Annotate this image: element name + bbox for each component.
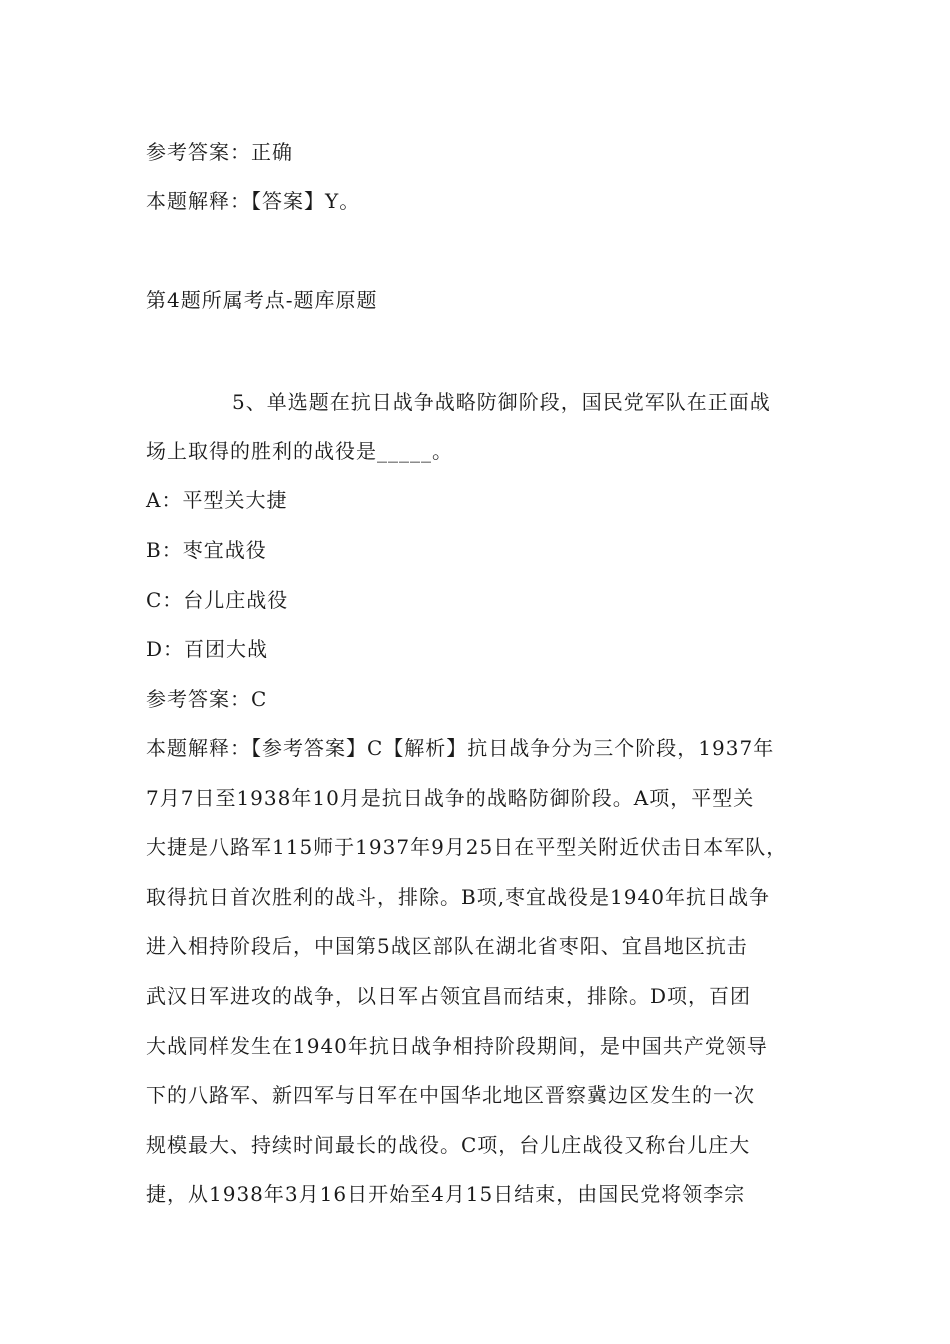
option-d: D：百团大战 [146,637,269,661]
explanation-line: 大捷是八路军115师于1937年9月25日在平型关附近伏击日本军队， [146,835,788,859]
explanation-line: 进入相持阶段后，中国第5战区部队在湖北省枣阳、宜昌地区抗击 [146,934,748,958]
explanation-line: 大战同样发生在1940年抗日战争相持阶段期间，是中国共产党领导 [146,1034,768,1058]
option-b: B：枣宜战役 [146,538,267,562]
question-stem-line: 场上取得的胜利的战役是_____。 [146,439,453,463]
prev-explanation-line: 本题解释：【答案】Y。 [146,189,361,213]
explanation-line: 下的八路军、新四军与日军在中国华北地区晋察冀边区发生的一次 [146,1083,755,1107]
explanation-line: 取得抗日首次胜利的战斗，排除。B项,枣宜战役是1940年抗日战争 [146,885,770,909]
answer-line: 参考答案：C [146,687,268,711]
topic-line: 第4题所属考点-题库原题 [146,288,378,312]
explanation-line: 捷，从1938年3月16日开始至4月15日结束，由国民党将领李宗 [146,1182,746,1206]
question-stem-line: 5、单选题在抗日战争战略防御阶段，国民党军队在正面战 [232,390,771,414]
explanation-line: 本题解释：【参考答案】C【解析】抗日战争分为三个阶段，1937年 [146,736,775,760]
option-a: A：平型关大捷 [146,488,288,512]
explanation-line: 规模最大、持续时间最长的战役。C项，台儿庄战役又称台儿庄大 [146,1133,751,1157]
prev-answer-line: 参考答案：正确 [146,140,293,164]
explanation-line: 武汉日军进攻的战争，以日军占领宜昌而结束，排除。D项，百团 [146,984,752,1008]
option-c: C：台儿庄战役 [146,588,289,612]
explanation-line: 7月7日至1938年10月是抗日战争的战略防御阶段。A项，平型关 [146,786,755,810]
